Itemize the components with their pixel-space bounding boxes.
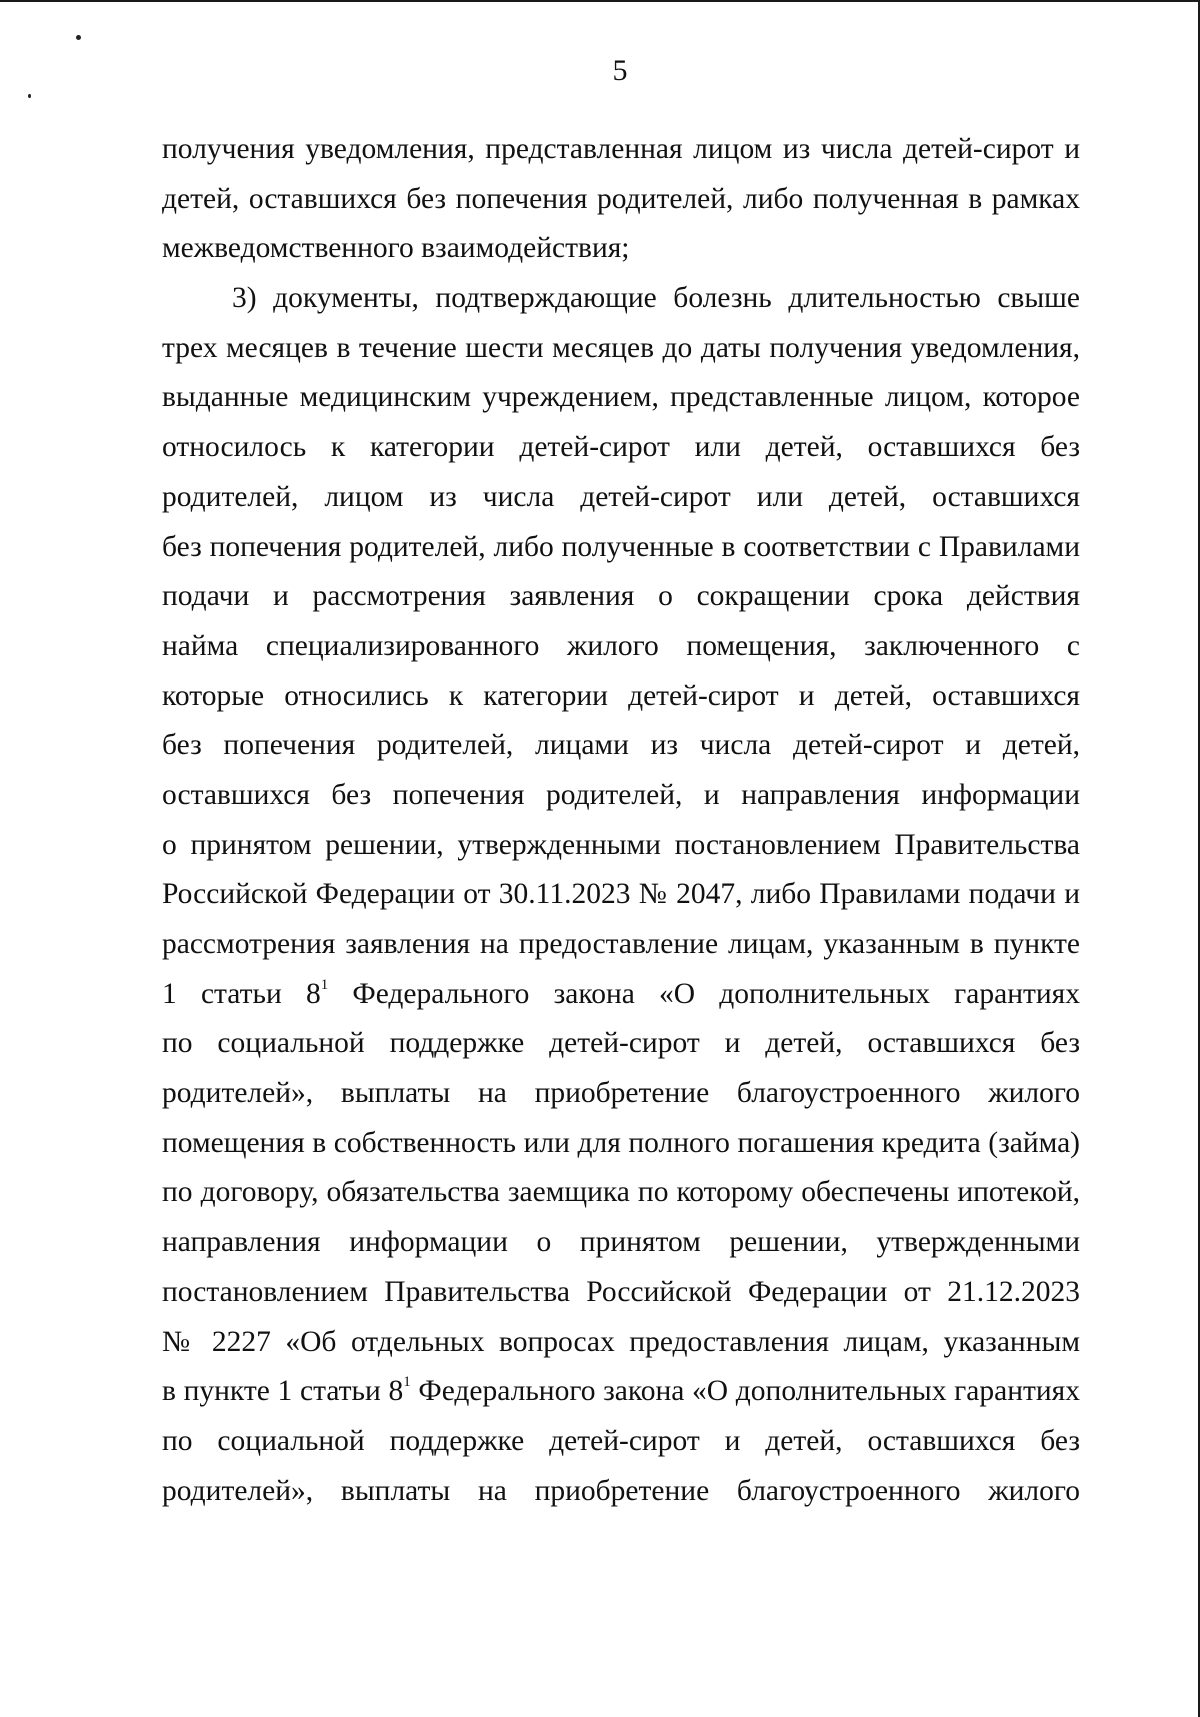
text-line: Российской Федерации от 30.11.2023 № 2047, либо Правилами подачи и xyxy=(162,878,1080,911)
text-line: без попечения родителей, либо полученные в соответствии с Правилами xyxy=(162,530,1080,563)
text-line: которые относились к категории детей-сирот и детей, оставшихся xyxy=(162,679,1080,712)
text-line: помещения в собственность или для полного погашения кредита (займа) xyxy=(162,1126,1080,1159)
text-line: по договору, обязательства заемщика по которому обеспечены ипотекой, xyxy=(162,1176,1080,1209)
page-number: 5 xyxy=(612,54,628,87)
text-line: получения уведомления, представленная лицом из числа детей-сирот и xyxy=(162,133,1080,165)
text-line: родителей», выплаты на приобретение благоустроенного жилого xyxy=(162,1474,1080,1507)
text-line: выданные медицинским учреждением, представленные лицом, которое xyxy=(162,381,1080,414)
text-line: родителей», выплаты на приобретение благоустроенного жилого xyxy=(162,1077,1080,1110)
text-line-statute-reference xyxy=(162,1367,1080,1417)
text-line: без попечения родителей, лицами из числа детей-сирот и детей, xyxy=(162,729,1080,762)
text-line: № 2227 «Об отдельных вопросах предоставления лицам, указанным xyxy=(162,1325,1080,1358)
superscript-article-index: 1 xyxy=(320,976,329,993)
text-line: по социальной поддержке детей-сирот и детей, оставшихся без xyxy=(162,1424,1080,1457)
text-line: направления информации о принятом решении, утвержденными xyxy=(162,1226,1080,1259)
document-body xyxy=(162,125,1080,1516)
text-line: постановлением Правительства Российской Федерации от 21.12.2023 xyxy=(162,1275,1080,1308)
scan-speck xyxy=(28,94,31,98)
text-line: межведомственного взаимодействия; xyxy=(162,232,630,265)
text-line: найма специализированного жилого помещения, заключенного с xyxy=(162,629,1080,662)
text-line: 3) документы, подтверждающие болезнь длительностью свыше xyxy=(232,282,1080,315)
statute-text-after: Федерального закона «О дополнительных гарантиях xyxy=(328,977,1080,1010)
text-line: относилось к категории детей-сирот или детей, оставшихся без xyxy=(162,431,1080,464)
text-line: родителей, лицом из числа детей-сирот или детей, оставшихся xyxy=(162,480,1080,513)
text-line: оставшихся без попечения родителей, и направления информации xyxy=(162,778,1080,811)
text-line: рассмотрения заявления на предоставление лицам, указанным в пункте xyxy=(162,928,1080,960)
text-line: о принятом решении, утвержденными постановлением Правительства xyxy=(162,828,1080,861)
statute-text-before: в пункте 1 статьи 8 xyxy=(162,1375,404,1408)
scan-speck xyxy=(76,35,81,40)
text-line: детей, оставшихся без попечения родителей, либо полученная в рамках xyxy=(162,182,1080,215)
text-line: трех месяцев в течение шести месяцев до даты получения уведомления, xyxy=(162,331,1080,364)
superscript-article-index: 1 xyxy=(403,1374,411,1391)
text-line: по социальной поддержке детей-сирот и детей, оставшихся без xyxy=(162,1027,1080,1060)
statute-text-after: Федерального закона «О дополнительных гарантиях xyxy=(410,1375,1080,1408)
text-line-statute-reference xyxy=(162,970,1080,1020)
text-line: подачи и рассмотрения заявления о сокращении срока действия xyxy=(162,580,1080,613)
statute-text-before: 1 статьи 8 xyxy=(162,977,321,1010)
